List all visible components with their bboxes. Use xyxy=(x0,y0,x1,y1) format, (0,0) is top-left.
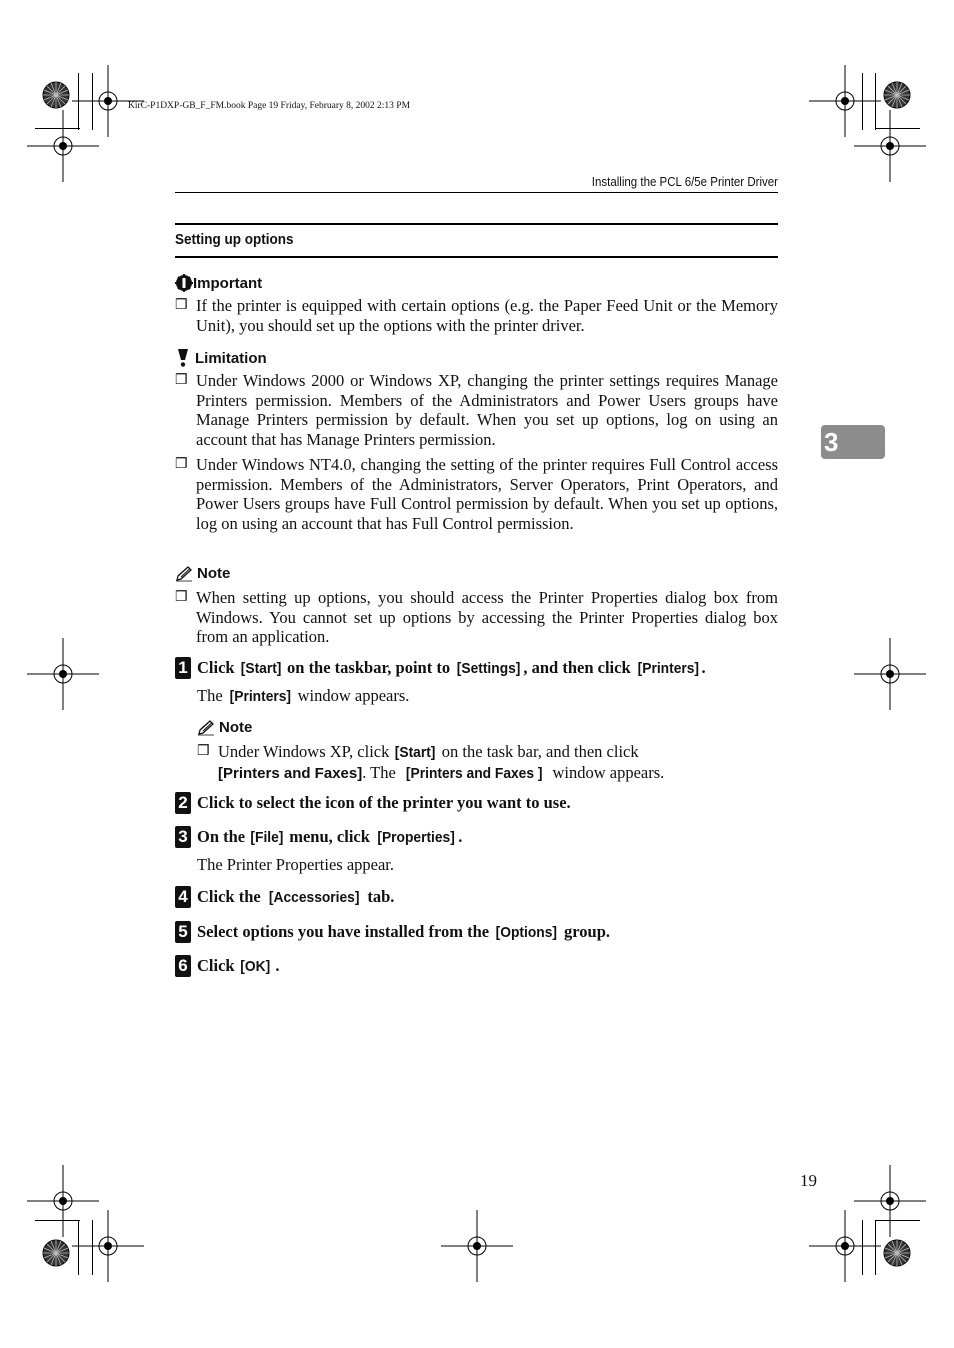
note-label: Note xyxy=(219,719,253,736)
limitation-heading xyxy=(175,348,267,368)
file-info: KirC-P1DXP-GB_F_FM.book Page 19 Friday, February 8, 2002 2:13 PM xyxy=(128,101,411,111)
step-number: 5 xyxy=(175,921,191,943)
important-item xyxy=(175,296,778,335)
checkbox-icon: ❒ xyxy=(197,744,210,759)
step-2 xyxy=(175,792,785,814)
pencil-icon xyxy=(175,566,193,582)
limitation-label: Limitation xyxy=(195,349,267,367)
checkbox-icon: ❒ xyxy=(175,373,188,388)
important-item-text: If the printer is equipped with certain options (e.g. the Paper Feed Unit or the Memory Unit), you should set up the options with the printer driver. xyxy=(196,296,778,335)
step-text: Click [Start] on the taskbar, point to [Settings] , and then click [Printers] . xyxy=(197,658,706,677)
header-rule xyxy=(175,192,778,193)
step-3 xyxy=(175,826,785,848)
step-1-result: The [Printers] window appears. xyxy=(197,686,410,705)
step-number: 4 xyxy=(175,886,191,908)
step-number: 1 xyxy=(175,657,191,679)
step-6 xyxy=(175,955,785,977)
page-number: 19 xyxy=(800,1171,817,1190)
pencil-icon xyxy=(197,720,215,736)
step-text: On the [File] menu, click [Properties] . xyxy=(197,827,463,846)
checkbox-icon: ❒ xyxy=(175,298,188,313)
important-heading xyxy=(175,274,262,292)
limitation-item xyxy=(175,371,778,449)
step-text: Click the [Accessories] tab. xyxy=(197,887,395,906)
checkbox-icon: ❒ xyxy=(175,590,188,605)
note-heading xyxy=(175,565,230,582)
limitation-item-text: Under Windows 2000 or Windows XP, changing the printer settings requires Manage Printers permission. Members of the Administrators and Power Users groups have Manage Printers permission by default. When you set up options, log on using an account that has Manage Printers permission. xyxy=(196,371,778,449)
section-rule-bottom xyxy=(175,256,778,258)
step-1-note-item xyxy=(197,742,778,783)
section-title: Setting up options xyxy=(175,231,294,248)
step-1-note-text: Under Windows XP, click [Start] on the task bar, and then click [Printers and Faxes]. The [Printers and Faxes ] window appears. xyxy=(218,742,665,782)
step-1-note-heading xyxy=(197,719,252,736)
checkbox-icon: ❒ xyxy=(175,457,188,472)
step-text: Select options you have installed from the [Options] group. xyxy=(197,922,611,941)
limitation-item-text: Under Windows NT4.0, changing the setting of the printer requires Full Control access permission. Members of the Administrators, Server Operators, Print Operators, and Power Users groups have Full Control permission by default. When you set up options, log on using an account that has Full Control permission. xyxy=(196,455,778,533)
important-label: Important xyxy=(193,274,263,292)
step-3-result: The Printer Properties appear. xyxy=(197,855,395,874)
step-text: Click to select the icon of the printer you want to use. xyxy=(197,793,571,812)
step-text: Click [OK] . xyxy=(197,956,280,975)
limitation-item xyxy=(175,455,778,533)
section-rule-top xyxy=(175,223,778,225)
running-head: Installing the PCL 6/5e Printer Driver xyxy=(591,175,778,189)
step-1 xyxy=(175,657,785,679)
note-label: Note xyxy=(197,565,231,582)
note-item xyxy=(175,588,778,647)
note-item-text: When setting up options, you should access the Printer Properties dialog box from Windows. You cannot set up options by accessing the Printer Properties dialog box from an application. xyxy=(196,588,778,647)
step-number: 6 xyxy=(175,955,191,977)
limitation-icon xyxy=(175,348,191,368)
step-number: 2 xyxy=(175,792,191,814)
step-4 xyxy=(175,886,785,908)
step-5 xyxy=(175,921,785,943)
important-icon xyxy=(175,274,193,292)
step-number: 3 xyxy=(175,826,191,848)
chapter-tab xyxy=(821,425,885,459)
chapter-tab-number: 3 xyxy=(824,427,839,457)
